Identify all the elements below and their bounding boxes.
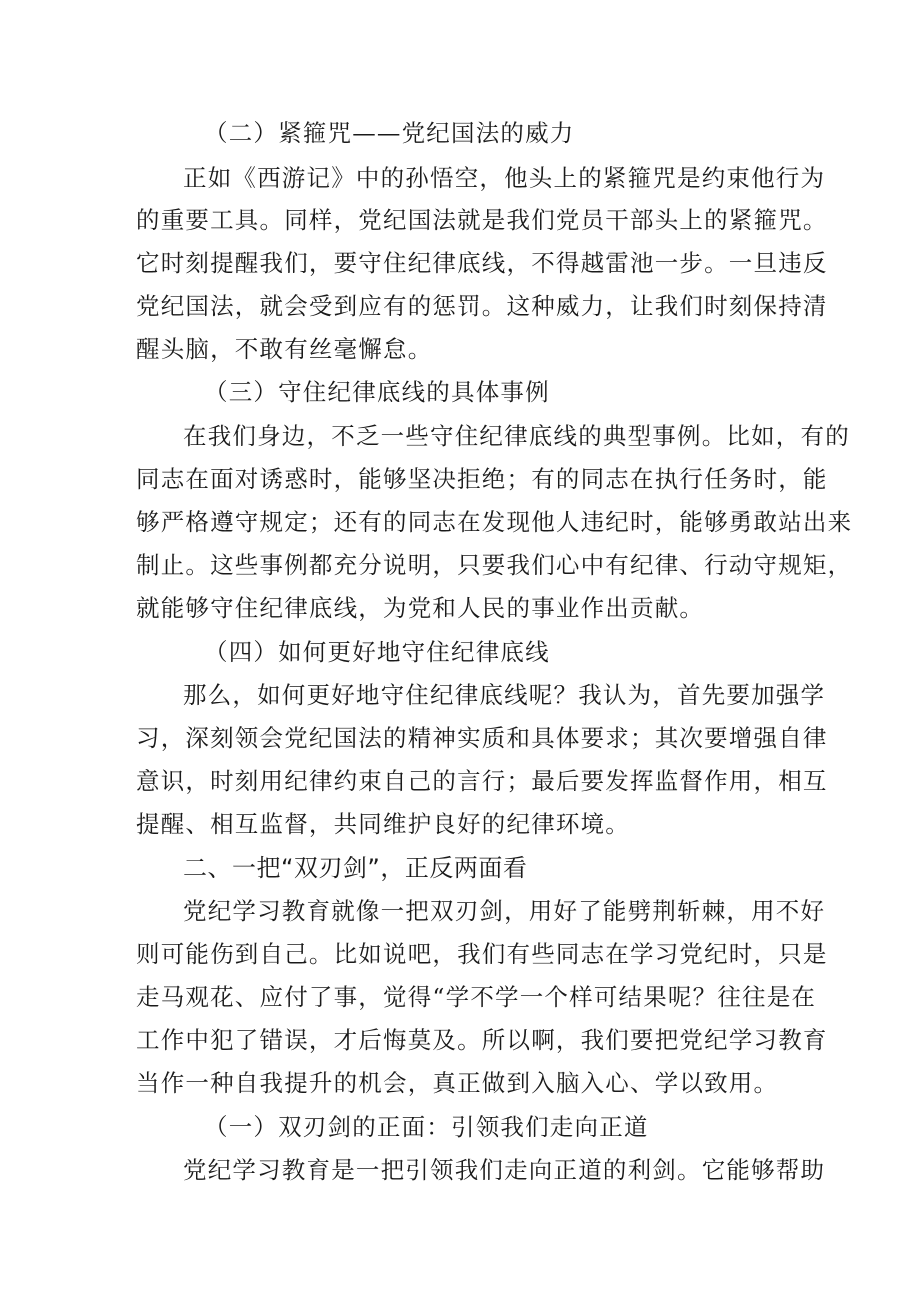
- paragraph-line: 党纪国法，就会受到应有的惩罚。这种威力，让我们时刻保持清: [136, 292, 828, 320]
- paragraph-line: 在我们身边，不乏一些守住纪律底线的典型事例。比如，有的: [183, 422, 850, 450]
- paragraph-line: 正如《西游记》中的孙悟空，他头上的紧箍咒是约束他行为: [183, 164, 826, 192]
- paragraph-line: 制止。这些事例都充分说明，只要我们心中有纪律、行动守规矩，: [136, 551, 853, 579]
- paragraph-line: 党纪学习教育是一把引领我们走向正道的利剑。它能够帮助: [183, 1156, 826, 1184]
- section-heading: （一）双刃剑的正面：引领我们走向正道: [204, 1113, 649, 1141]
- paragraph-line: 它时刻提醒我们，要守住纪律底线，不得越雷池一步。一旦违反: [136, 249, 828, 277]
- paragraph-line: 走马观花、应付了事，觉得“学不学一个样可结果呢？往往是在: [136, 983, 817, 1011]
- section-heading: （三）守住纪律底线的具体事例: [204, 378, 550, 406]
- paragraph-line: 工作中犯了错误，才后悔莫及。所以啊，我们要把党纪学习教育: [136, 1026, 828, 1054]
- paragraph-line: 提醒、相互监督，共同维护良好的纪律环境。: [136, 810, 630, 838]
- paragraph-line: 党纪学习教育就像一把双刃剑，用好了能劈荆斩棘，用不好: [183, 897, 826, 925]
- paragraph-line: 那么，如何更好地守住纪律底线呢？我认为，首先要加强学: [183, 681, 826, 709]
- paragraph-line: 的重要工具。同样，党纪国法就是我们党员干部头上的紧箍咒。: [136, 206, 828, 234]
- paragraph-line: 则可能伤到自己。比如说吧，我们有些同志在学习党纪时，只是: [136, 940, 828, 968]
- paragraph-line: 同志在面对诱惑时，能够坚决拒绝；有的同志在执行任务时，能: [136, 465, 828, 493]
- section-heading: （四）如何更好地守住纪律底线: [204, 638, 550, 666]
- chapter-heading: 二、一把“双刃剑”，正反两面看: [183, 854, 528, 882]
- paragraph-line: 够严格遵守规定；还有的同志在发现他人违纪时，能够勇敢站出来: [136, 508, 853, 536]
- paragraph-line: 就能够守住纪律底线，为党和人民的事业作出贡献。: [136, 594, 705, 622]
- paragraph-line: 醒头脑，不敢有丝毫懈怠。: [136, 335, 433, 363]
- paragraph-line: 当作一种自我提升的机会，真正做到入脑入心、学以致用。: [136, 1069, 779, 1097]
- paragraph-line: 意识，时刻用纪律约束自己的言行；最后要发挥监督作用，相互: [136, 767, 828, 795]
- section-heading: （二）紧箍咒——党纪国法的威力: [204, 119, 575, 147]
- paragraph-line: 习，深刻领会党纪国法的精神实质和具体要求；其次要增强自律: [136, 724, 828, 752]
